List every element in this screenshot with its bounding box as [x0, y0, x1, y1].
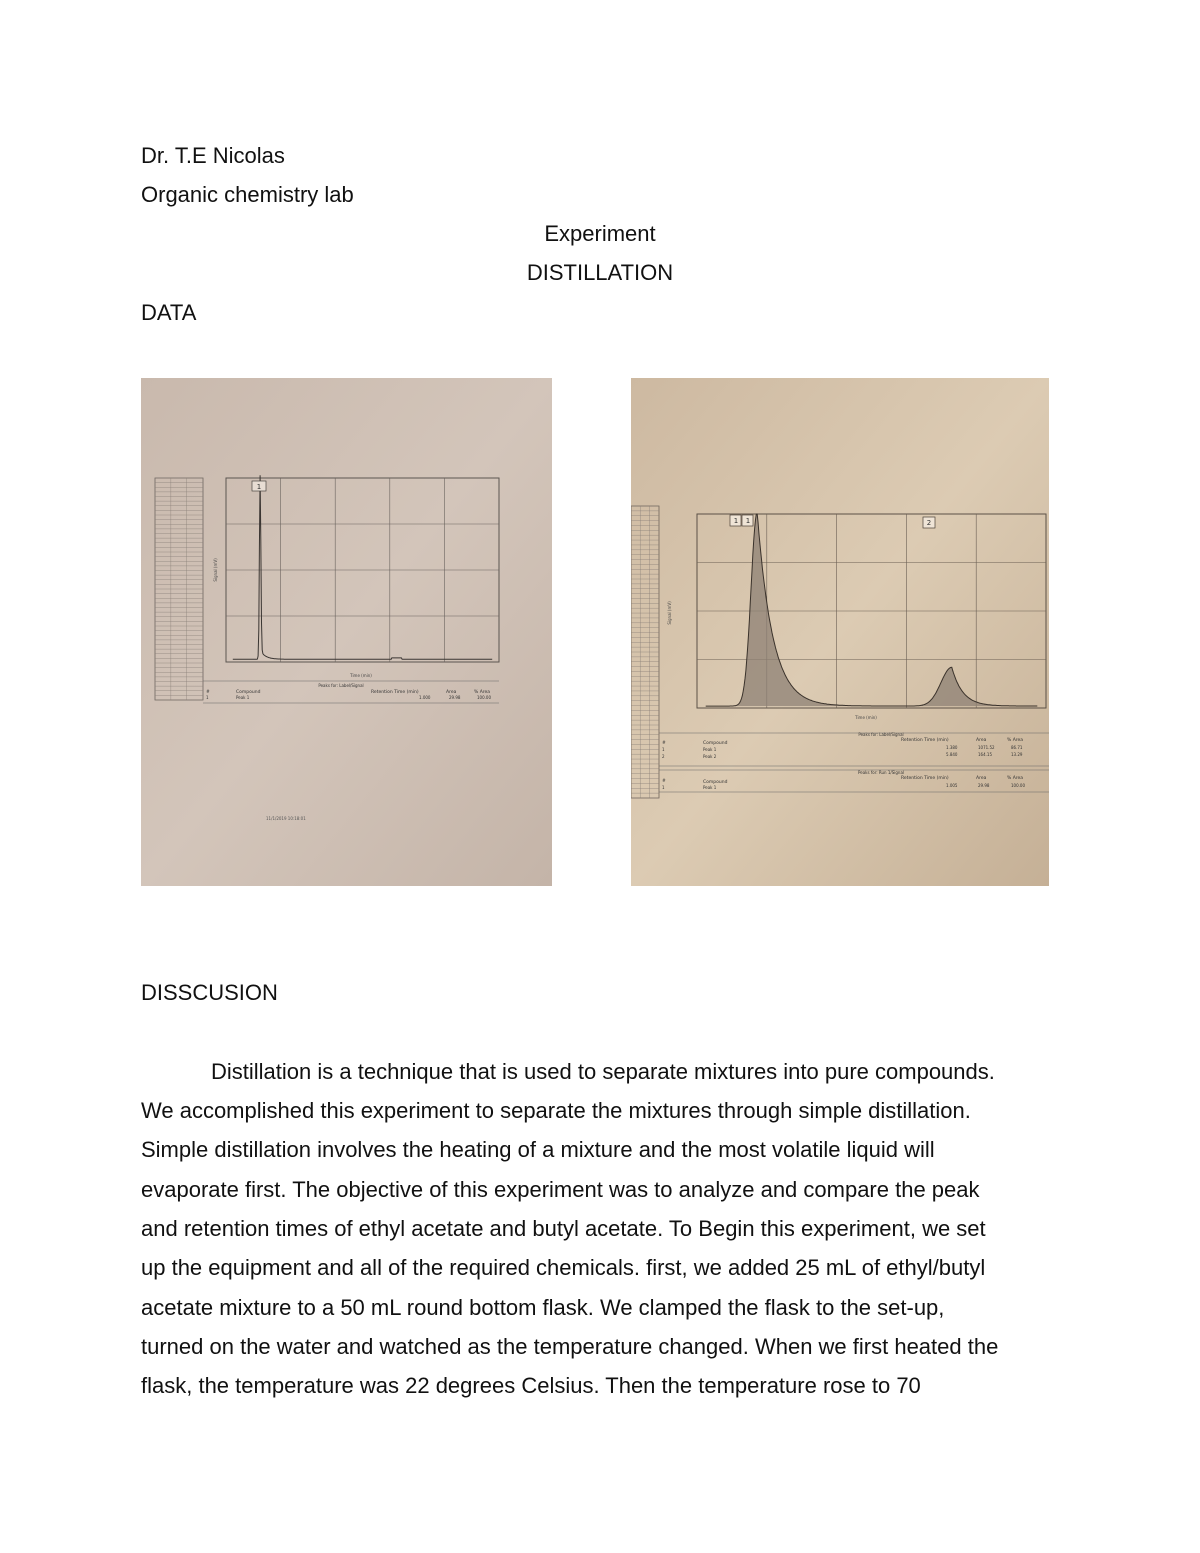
- paragraph-line: turned on the water and watched as the temperature changed. When we first heated the: [141, 1334, 999, 1359]
- experiment-label: Experiment: [544, 221, 656, 246]
- svg-text:#: #: [662, 741, 666, 746]
- peak-label-1: 1: [256, 483, 262, 491]
- svg-text:1: 1: [662, 747, 665, 752]
- course-name: Organic chemistry lab: [141, 182, 354, 207]
- svg-text:Retention Time (min): Retention Time (min): [901, 738, 949, 743]
- svg-text:Peak 1: Peak 1: [703, 785, 717, 790]
- svg-text:Peak 1: Peak 1: [236, 695, 250, 700]
- svg-text:1: 1: [662, 785, 665, 790]
- paragraph-line: acetate mixture to a 50 mL round bottom flask. We clamped the flask to the set-up,: [141, 1295, 945, 1320]
- svg-text:Compound: Compound: [236, 690, 261, 695]
- svg-text:29.98: 29.98: [449, 695, 461, 700]
- svg-text:164.15: 164.15: [978, 752, 992, 757]
- svg-text:2: 2: [662, 754, 665, 759]
- svg-text:Compound: Compound: [703, 741, 728, 746]
- svg-text:% Area: % Area: [474, 690, 491, 695]
- svg-text:Compound: Compound: [703, 780, 728, 785]
- chromatogram-photo-2: [631, 378, 1049, 886]
- svg-text:100.00: 100.00: [477, 695, 491, 700]
- paragraph-line: We accomplished this experiment to separate the mixtures through simple distillation.: [141, 1098, 971, 1123]
- paragraph-line: and retention times of ethyl acetate and butyl acetate. To Begin this experiment, we set: [141, 1216, 986, 1241]
- svg-text:5.840: 5.840: [946, 752, 958, 757]
- x-axis-label: Time (min): [350, 673, 372, 678]
- paragraph-line: Distillation is a technique that is used to separate mixtures into pure compounds.: [211, 1059, 995, 1084]
- chromatogram-photo-1: [141, 378, 552, 886]
- svg-text:Peak 2: Peak 2: [703, 754, 717, 759]
- discussion-heading: DISSCUSION: [141, 980, 278, 1005]
- svg-text:86.71: 86.71: [1011, 745, 1023, 750]
- y-axis-label: Signal (mV): [667, 601, 672, 625]
- x-axis-label: Time (min): [855, 715, 877, 720]
- svg-text:1.380: 1.380: [946, 745, 958, 750]
- paragraph-line: flask, the temperature was 22 degrees Celsius. Then the temperature rose to 70: [141, 1373, 921, 1398]
- data-heading: DATA: [141, 300, 197, 325]
- svg-text:Retention Time (min): Retention Time (min): [901, 776, 949, 781]
- peak-label-1a: 1: [733, 517, 739, 525]
- peak-label-2: 2: [926, 519, 932, 527]
- svg-text:29.98: 29.98: [978, 783, 990, 788]
- svg-text:1: 1: [206, 695, 209, 700]
- svg-text:Area: Area: [976, 738, 987, 743]
- svg-text:Peak 1: Peak 1: [703, 747, 717, 752]
- experiment-title: DISTILLATION: [526, 260, 674, 285]
- svg-text:1.005: 1.005: [946, 783, 958, 788]
- discussion-paragraph: [141, 1059, 1071, 1399]
- svg-text:1071.52: 1071.52: [978, 745, 995, 750]
- svg-text:% Area: % Area: [1007, 776, 1024, 781]
- paragraph-line: Simple distillation involves the heating of a mixture and the most volatile liquid will: [141, 1137, 935, 1162]
- svg-text:13.29: 13.29: [1011, 752, 1023, 757]
- svg-text:Area: Area: [976, 776, 987, 781]
- svg-text:Retention Time (min): Retention Time (min): [371, 690, 419, 695]
- peaks-caption: Peaks for: Label/Signal: [318, 683, 364, 688]
- svg-text:Peaks for: Run 1/Signal: Peaks for: Run 1/Signal: [857, 770, 905, 775]
- print-footer: 11/1/2019 10:18:01: [266, 816, 306, 821]
- svg-text:100.00: 100.00: [1011, 783, 1025, 788]
- author-name: Dr. T.E Nicolas: [141, 143, 285, 168]
- y-axis-label: Signal (mV): [213, 558, 218, 582]
- svg-text:Area: Area: [446, 690, 457, 695]
- paragraph-line: evaporate first. The objective of this experiment was to analyze and compare the peak: [141, 1177, 980, 1202]
- svg-text:1.000: 1.000: [419, 695, 431, 700]
- peak-label-1b: 1: [745, 517, 751, 525]
- side-table: [631, 506, 659, 798]
- svg-text:#: #: [662, 779, 666, 784]
- svg-text:#: #: [206, 690, 210, 695]
- svg-text:Peaks for: Label/Signal: Peaks for: Label/Signal: [858, 732, 904, 737]
- paragraph-line: up the equipment and all of the required chemicals. first, we added 25 mL of ethyl/butyl: [141, 1255, 986, 1280]
- svg-text:% Area: % Area: [1007, 738, 1024, 743]
